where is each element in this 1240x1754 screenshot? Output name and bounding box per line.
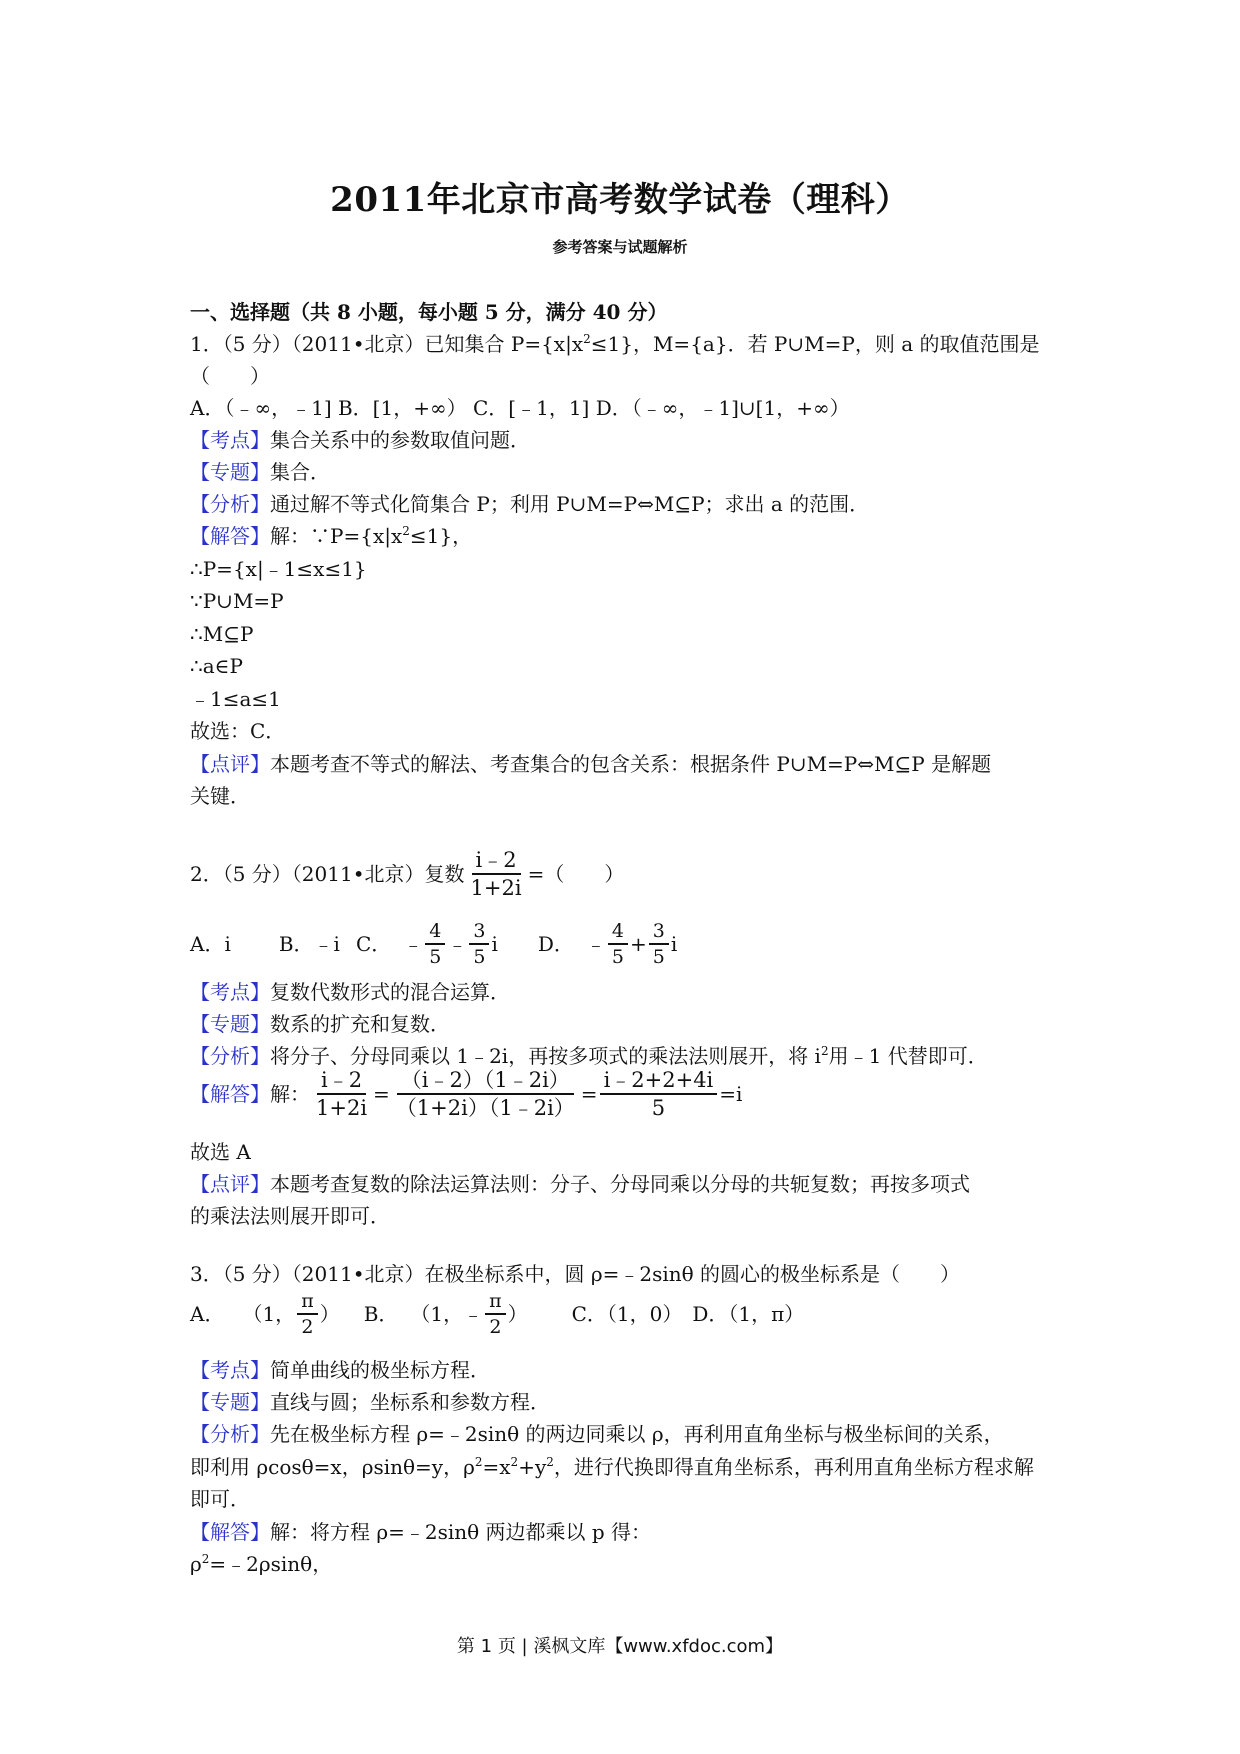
q1-step: ∴P={x|﹣1≤x≤1}	[190, 557, 367, 581]
section-heading: 一、选择题（共 8 小题，每小题 5 分，满分 40 分）	[190, 300, 668, 324]
q1-step: ∴M⊆P	[190, 622, 254, 646]
q3-jieda: 【解答】解：将方程 ρ=﹣2sinθ 两边都乘以 p 得：	[190, 1520, 652, 1544]
q2-stem: 2．（5 分）（2011•北京）复数 $\frac{i﹣2}{1+2i}$ =（ ）	[190, 848, 625, 900]
q2-dianping: 【点评】本题考查复数的除法运算法则：分子、分母同乘以分母的共轭复数；再按多项式	[190, 1172, 970, 1196]
q1-stem-paren: （ ）	[190, 364, 270, 388]
q1-jieda: 【解答】解：$\because P=\{x|x^2\le 1\}$，	[190, 524, 473, 548]
q2-conclusion: 故选 A	[190, 1140, 251, 1164]
q1-step: ﹣1≤a≤1	[190, 687, 281, 711]
q1-fenxi: 【分析】通过解不等式化简集合 P；利用 P∪M=P⇔M⊆P；求出 a 的范围．	[190, 492, 870, 516]
q3-zhuanti: 【专题】直线与圆；坐标系和参数方程．	[190, 1390, 550, 1414]
q3-kaodian: 【考点】简单曲线的极坐标方程．	[190, 1358, 490, 1382]
q3-stem: 3．（5 分）（2011•北京）在极坐标系中，圆 ρ=﹣2sinθ 的圆心的极坐标系是（ ）	[190, 1262, 961, 1286]
q1-dianping: 【点评】本题考查不等式的解法、考查集合的包含关系：根据条件 P∪M=P⇔M⊆P 是解题	[190, 752, 992, 776]
q1-conclusion: 故选：C．	[190, 719, 286, 743]
q2-stem-fraction: $\frac{i﹣2}{1+2i}$	[470, 848, 522, 900]
q2-zhuanti: 【专题】数系的扩充和复数．	[190, 1012, 450, 1036]
q2-dianping-cont: 的乘法法则展开即可．	[190, 1204, 390, 1228]
page-subtitle: 参考答案与试题解析	[552, 238, 688, 256]
q3-options: A． （1， $\frac{\pi}{2}$ ） B． （1，﹣ $\frac{\pi}{2}$ ） C．（1，0） D．（1，π）	[190, 1290, 805, 1338]
q3-fenxi: 【分析】先在极坐标方程 ρ=﹣2sinθ 的两边同乘以 ρ，再利用直角坐标与极坐标间的关系，	[190, 1422, 1004, 1446]
q2-jieda: 【解答】 解： $\frac{i﹣2}{1+2i}$ = $\frac{(i﹣2)(1﹣2i)}{(1+2i)(1﹣2i)}$ = $\frac{i﹣2+2+4i}{5}$ =i	[190, 1068, 743, 1120]
q1-step: ∵P∪M=P	[190, 589, 284, 613]
page-footer: 第 1 页 | 溪枫文库【www.xfdoc.com】	[456, 1636, 784, 1657]
q1-stem: 1．（5 分）（2011•北京）已知集合 $P=\{x|x^2\le 1\}$，M={a}．若 P∪M=P，则 a 的取值范围是	[190, 332, 1040, 356]
q1-step: ∴a∈P	[190, 654, 243, 678]
q1-zhuanti: 【专题】集合．	[190, 460, 330, 484]
q2-fenxi: 【分析】将分子、分母同乘以 1﹣2i，再按多项式的乘法法则展开，将 $i^2$用﹣1 代替即可．	[190, 1044, 988, 1068]
q2-kaodian: 【考点】复数代数形式的混合运算．	[190, 980, 510, 1004]
q1-kaodian: 【考点】集合关系中的参数取值问题．	[190, 428, 530, 452]
q1-dianping-cont: 关键．	[190, 784, 250, 808]
q3-step: $\rho^2=﹣2\rho\sin\theta$，	[190, 1552, 333, 1576]
page-title: 2011年北京市高考数学试卷（理科）	[330, 180, 910, 220]
q3-fenxi-cont: 即利用 ρcosθ=x，ρsinθ=y，$\rho^2=x^2+y^2$，进行代换即得直角坐标系，再利用直角坐标方程求解	[190, 1455, 1034, 1479]
q1-options: A．（﹣∞，﹣1] B．[1，+∞） C．[﹣1，1] D．（﹣∞，﹣1]∪[1，+∞）	[190, 396, 850, 420]
q2-options: A．i B．﹣i C． ﹣ $\frac{4}{5}$ ﹣ $\frac{3}{5}$ i D． ﹣ $\frac{4}{5}$ + $\frac{3}{5}$ i	[190, 920, 678, 968]
q3-fenxi-cont: 即可．	[190, 1487, 250, 1511]
